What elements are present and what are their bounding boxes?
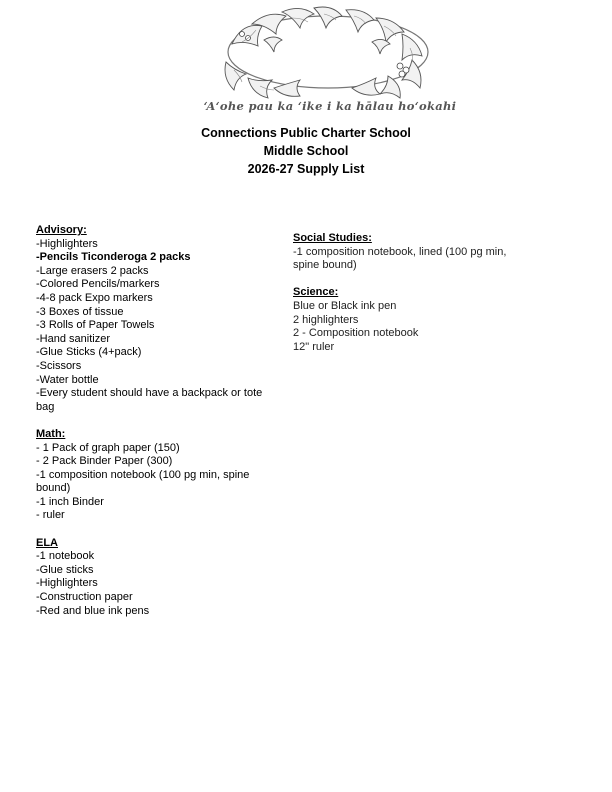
list-item: -Red and blue ink pens xyxy=(36,604,150,617)
ela-section xyxy=(36,537,271,619)
social-studies-heading: Social Studies: xyxy=(293,232,372,244)
list-item: 12" ruler xyxy=(293,340,335,353)
list-item: -Every student should have a backpack or tote bag xyxy=(36,387,263,413)
list-item: -Water bottle xyxy=(36,373,99,386)
advisory-heading: Advisory: xyxy=(36,224,87,236)
list-item: 2 - Composition notebook xyxy=(293,327,419,340)
advisory-section xyxy=(36,224,271,414)
list-item: -Construction paper xyxy=(36,591,133,604)
list-item: -Glue Sticks (4+pack) xyxy=(36,346,142,359)
list-item: - ruler xyxy=(36,509,65,522)
list-item: -1 composition notebook, lined (100 pg min, spine bound) xyxy=(293,245,507,272)
list-item: -Pencils Ticonderoga 2 packs xyxy=(36,251,191,264)
list-item: -Hand sanitizer xyxy=(36,332,110,345)
list-item: -Highlighters xyxy=(36,237,98,250)
school-name: Connections Public Charter School xyxy=(201,126,411,140)
list-item: -Scissors xyxy=(36,359,82,372)
right-column xyxy=(293,232,533,368)
list-item: -Large erasers 2 packs xyxy=(36,264,149,277)
social-studies-section xyxy=(293,232,533,273)
document-title: 2026-27 Supply List xyxy=(247,162,365,176)
ela-heading: ELA xyxy=(36,536,58,549)
leaf-wreath-logo xyxy=(212,4,444,100)
list-item: -1 composition notebook (100 pg min, spine bound) xyxy=(36,468,250,495)
science-section xyxy=(293,286,533,354)
list-item: Blue or Black ink pen xyxy=(293,299,397,312)
list-item: -1 inch Binder xyxy=(36,495,104,508)
document-header xyxy=(0,124,612,178)
list-item: 2 highlighters xyxy=(293,313,359,326)
list-item: -Glue sticks xyxy=(36,563,94,576)
hawaiian-motto: ʻAʻohe pau ka ʻike i ka hālau hoʻokahi xyxy=(203,99,457,113)
list-item: - 2 Pack Binder Paper (300) xyxy=(36,455,173,468)
math-heading: Math: xyxy=(36,427,66,440)
science-heading: Science: xyxy=(293,286,339,299)
school-division: Middle School xyxy=(263,144,349,158)
list-item: - 1 Pack of graph paper (150) xyxy=(36,441,180,454)
list-item: -Highlighters xyxy=(36,577,98,590)
list-item: -1 notebook xyxy=(36,550,95,563)
list-item: -3 Boxes of tissue xyxy=(36,305,124,318)
list-item: -3 Rolls of Paper Towels xyxy=(36,319,155,332)
left-column xyxy=(36,224,271,632)
list-item: -Colored Pencils/markers xyxy=(36,278,160,291)
math-section xyxy=(36,428,271,523)
list-item: -4-8 pack Expo markers xyxy=(36,291,153,304)
